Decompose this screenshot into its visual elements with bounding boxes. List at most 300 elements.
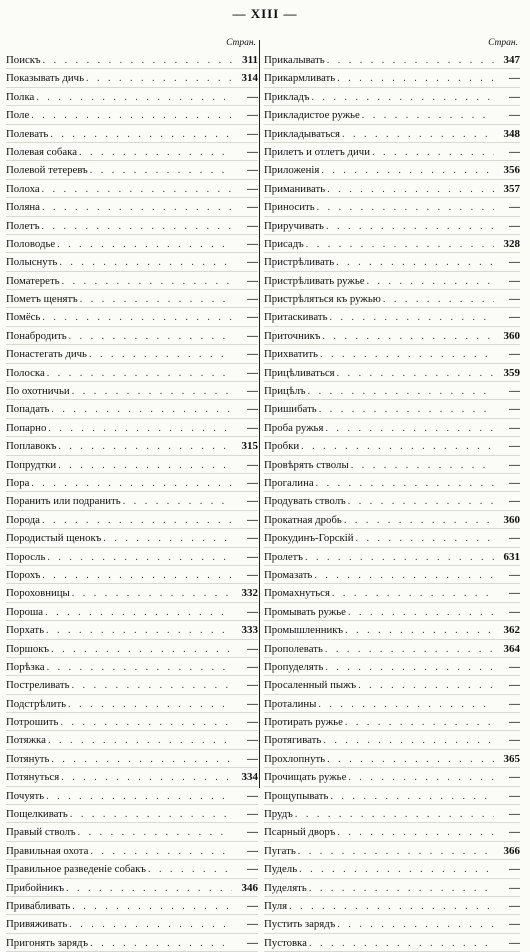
index-entry — [6, 897, 258, 915]
entry-page-number: — — [247, 844, 258, 857]
entry-word: Прогалина — [264, 476, 314, 489]
dot-leader — [318, 696, 494, 713]
entry-page-number: — — [509, 385, 520, 398]
dot-leader — [51, 751, 232, 768]
entry-word: Порохъ — [6, 568, 41, 581]
index-entry — [6, 658, 258, 676]
entry-page-number: — — [509, 90, 520, 103]
entry-page-number: — — [509, 293, 520, 306]
entry-word: Пристрѣливать — [264, 256, 335, 269]
dot-leader — [42, 309, 232, 326]
index-entry — [264, 69, 520, 87]
index-entry — [264, 180, 520, 198]
entry-word: Прощупывать — [264, 789, 329, 802]
entry-page-number: — — [509, 881, 520, 894]
entry-page-number: — — [247, 385, 258, 398]
entry-page-number: — — [509, 568, 520, 581]
entry-page-number: — — [247, 201, 258, 214]
dot-leader — [148, 861, 232, 878]
index-entry — [264, 345, 520, 363]
index-entry — [264, 253, 520, 271]
index-entry — [6, 566, 258, 584]
entry-word: Полевой тетеревъ — [6, 164, 88, 177]
dot-leader — [325, 641, 494, 658]
index-entry — [6, 235, 258, 253]
entry-page-number: — — [247, 164, 258, 177]
dot-leader — [356, 530, 494, 547]
index-entry — [6, 253, 258, 271]
dot-leader — [348, 604, 494, 621]
entry-word: Приманивать — [264, 182, 326, 195]
dot-leader — [42, 512, 232, 529]
index-entry — [264, 787, 520, 805]
entry-word: Приложенія — [264, 164, 320, 177]
entry-word: Прицѣливаться — [264, 366, 335, 379]
dot-leader — [321, 162, 494, 179]
dot-leader — [298, 843, 494, 860]
dot-leader — [51, 641, 232, 658]
entry-word: Продувать стволъ — [264, 495, 346, 508]
entry-page-number: — — [247, 734, 258, 747]
dot-leader — [31, 107, 232, 124]
entry-page-number: — — [247, 476, 258, 489]
entry-page-number: 346 — [241, 881, 258, 894]
index-entry — [264, 584, 520, 602]
dot-leader — [43, 52, 232, 69]
dot-leader — [70, 806, 232, 823]
entry-page-number: — — [247, 863, 258, 876]
entry-page-number: — — [247, 237, 258, 250]
index-entry — [264, 400, 520, 418]
index-entry — [6, 787, 258, 805]
entry-word: Поранить или подранить — [6, 495, 121, 508]
dot-leader — [348, 769, 494, 786]
dot-leader — [308, 383, 494, 400]
entry-page-number: — — [247, 90, 258, 103]
entry-word: Прохлопнуть — [264, 752, 326, 765]
entry-page-number: — — [247, 145, 258, 158]
entry-page-number: — — [247, 311, 258, 324]
index-entry — [6, 879, 258, 897]
index-entry — [6, 180, 258, 198]
entry-word: Прополевать — [264, 642, 323, 655]
entry-word: Протягивать — [264, 734, 322, 747]
entry-word: Полка — [6, 90, 35, 103]
entry-page-number: — — [509, 605, 520, 618]
entry-page-number: — — [509, 219, 520, 232]
index-entry — [6, 51, 258, 69]
entry-word: Правый стволъ — [6, 826, 76, 839]
entry-page-number: — — [509, 532, 520, 545]
dot-leader — [314, 567, 494, 584]
index-entry — [264, 879, 520, 897]
dot-leader — [72, 585, 232, 602]
dot-leader — [332, 585, 494, 602]
index-entry — [6, 695, 258, 713]
entry-word: Прокатная дробь — [264, 513, 342, 526]
entry-word: Пролетъ — [264, 550, 303, 563]
dot-leader — [320, 346, 494, 363]
index-entry — [264, 731, 520, 749]
index-column-right — [264, 38, 520, 952]
entry-page-number: — — [247, 660, 258, 673]
entry-page-number: — — [509, 716, 520, 729]
index-entry — [6, 290, 258, 308]
dot-leader — [325, 420, 494, 437]
entry-page-number: — — [247, 697, 258, 710]
index-entry — [264, 750, 520, 768]
entry-word: Понабродить — [6, 329, 67, 342]
dot-leader — [325, 659, 494, 676]
entry-word: Поле — [6, 109, 30, 122]
dot-leader — [306, 236, 494, 253]
entry-page-number: 365 — [503, 752, 520, 765]
dot-leader — [337, 824, 494, 841]
dot-leader — [323, 732, 494, 749]
dot-leader — [319, 401, 494, 418]
dot-leader — [309, 880, 494, 897]
dot-leader — [362, 107, 494, 124]
index-entry — [6, 676, 258, 694]
dot-leader — [42, 181, 232, 198]
index-entry — [6, 327, 258, 345]
entry-list — [6, 51, 258, 952]
index-entry — [6, 548, 258, 566]
dot-leader — [309, 935, 494, 952]
entry-word: Полоха — [6, 182, 40, 195]
dot-leader — [372, 144, 494, 161]
dot-leader — [42, 218, 232, 235]
entry-page-number: — — [247, 752, 258, 765]
dot-leader — [59, 254, 232, 271]
entry-page-number: 359 — [503, 366, 520, 379]
index-entry — [264, 768, 520, 786]
entry-word: Почуять — [6, 789, 45, 802]
dot-leader — [299, 861, 494, 878]
index-entry — [6, 217, 258, 235]
index-entry — [264, 695, 520, 713]
index-entry — [264, 511, 520, 529]
entry-page-number: — — [509, 660, 520, 673]
index-entry — [264, 308, 520, 326]
entry-list — [264, 51, 520, 952]
entry-page-number: — — [247, 513, 258, 526]
index-entry — [6, 915, 258, 933]
entry-page-number: — — [509, 476, 520, 489]
dot-leader — [90, 935, 232, 952]
entry-page-number: — — [247, 219, 258, 232]
entry-word: Приносить — [264, 201, 315, 214]
entry-page-number: — — [247, 256, 258, 269]
entry-word: Пробки — [264, 440, 300, 453]
dot-leader — [295, 806, 494, 823]
dot-leader — [317, 199, 494, 216]
index-entry — [6, 345, 258, 363]
entry-word: Попарно — [6, 421, 47, 434]
entry-word: Пропуделять — [264, 660, 324, 673]
index-entry — [6, 584, 258, 602]
entry-page-number: 333 — [241, 624, 258, 637]
entry-word: Поляна — [6, 201, 40, 214]
index-entry — [6, 860, 258, 878]
index-entry — [264, 382, 520, 400]
dot-leader — [42, 567, 232, 584]
entry-word: Поршокъ — [6, 642, 50, 655]
entry-word: Притаскивать — [264, 311, 328, 324]
column-header-page: Стран. — [226, 38, 256, 48]
entry-page-number: 356 — [503, 164, 520, 177]
entry-word: Породистый щенокъ — [6, 532, 102, 545]
entry-page-number: — — [509, 145, 520, 158]
dot-leader — [69, 328, 232, 345]
dot-leader — [90, 843, 232, 860]
entry-page-number: — — [247, 716, 258, 729]
index-entry — [264, 419, 520, 437]
index-entry — [6, 492, 258, 510]
dot-leader — [60, 714, 232, 731]
entry-word: Прикармливать — [264, 72, 336, 85]
entry-word: Порода — [6, 513, 40, 526]
entry-page-number: 364 — [503, 642, 520, 655]
entry-page-number: 366 — [503, 844, 520, 857]
entry-word: Пуля — [264, 899, 288, 912]
entry-page-number: 314 — [241, 72, 258, 85]
dot-leader — [72, 677, 232, 694]
entry-word: Прибойникъ — [6, 881, 65, 894]
entry-word: Провѣрять стволы — [264, 458, 349, 471]
entry-word: Проталины — [264, 697, 317, 710]
index-entry — [6, 364, 258, 382]
entry-word: Потяжка — [6, 734, 46, 747]
entry-page-number: — — [509, 421, 520, 434]
entry-page-number: — — [247, 568, 258, 581]
dot-leader — [48, 732, 232, 749]
entry-word: Попадать — [6, 403, 50, 416]
entry-page-number: — — [247, 182, 258, 195]
entry-page-number: 311 — [242, 54, 258, 66]
dot-leader — [66, 880, 232, 897]
index-column-left — [6, 38, 258, 952]
dot-leader — [383, 291, 494, 308]
entry-page-number: 360 — [503, 513, 520, 526]
dot-leader — [90, 162, 232, 179]
entry-word: Порѣзка — [6, 660, 45, 673]
entry-word: Псарный дворъ — [264, 826, 336, 839]
entry-page-number: 315 — [241, 440, 258, 453]
entry-page-number: — — [509, 311, 520, 324]
entry-word: Поматереть — [6, 274, 60, 287]
dot-leader — [48, 420, 232, 437]
entry-word: Понастегать дичь — [6, 348, 87, 361]
index-entry — [264, 456, 520, 474]
index-entry — [264, 860, 520, 878]
entry-page-number: — — [247, 403, 258, 416]
dot-leader — [336, 254, 494, 271]
entry-word: Подстрѣлить — [6, 697, 67, 710]
entry-page-number: — — [509, 863, 520, 876]
index-entry — [6, 437, 258, 455]
entry-word: Потрошить — [6, 716, 59, 729]
index-entry — [264, 658, 520, 676]
entry-word: Потянуть — [6, 752, 50, 765]
entry-word: Правильная охота — [6, 844, 89, 857]
dot-leader — [337, 70, 494, 87]
entry-word: По охотничьи — [6, 385, 70, 398]
entry-page-number: — — [509, 808, 520, 821]
dot-leader — [72, 383, 232, 400]
dot-leader — [327, 52, 494, 69]
index-entry — [6, 511, 258, 529]
index-entry — [6, 272, 258, 290]
dot-leader — [31, 475, 232, 492]
entry-page-number: — — [509, 348, 520, 361]
dot-leader — [72, 898, 232, 915]
column-divider — [259, 40, 260, 788]
index-entry — [6, 529, 258, 547]
entry-page-number: — — [509, 734, 520, 747]
dot-leader — [47, 365, 232, 382]
entry-word: Промывать ружье — [264, 605, 346, 618]
index-entry — [264, 529, 520, 547]
dot-leader — [58, 457, 232, 474]
dot-leader — [79, 144, 232, 161]
index-entry — [6, 125, 258, 143]
entry-word: Пороховницы — [6, 587, 70, 600]
entry-word: Полетъ — [6, 219, 40, 232]
dot-leader — [322, 328, 494, 345]
dot-leader — [46, 622, 232, 639]
entry-word: Прудъ — [264, 808, 293, 821]
dot-leader — [50, 126, 232, 143]
entry-word: Пуделять — [264, 881, 307, 894]
entry-word: Приточникъ — [264, 329, 321, 342]
dot-leader — [345, 622, 494, 639]
entry-word: Показывать дичь — [6, 72, 85, 85]
index-entry — [264, 934, 520, 952]
entry-word: Прицѣлъ — [264, 385, 306, 398]
entry-page-number: — — [247, 642, 258, 655]
dot-leader — [330, 309, 494, 326]
entry-page-number: — — [509, 109, 520, 122]
entry-page-number: — — [509, 403, 520, 416]
entry-word: Прочищать ружье — [264, 771, 347, 784]
dot-leader — [42, 199, 232, 216]
entry-word: Промышленникъ — [264, 624, 344, 637]
dot-leader — [57, 236, 232, 253]
dot-leader — [337, 916, 494, 933]
index-entry — [264, 640, 520, 658]
entry-word: Промахнуться — [264, 587, 330, 600]
entry-page-number: — — [509, 679, 520, 692]
entry-page-number: — — [509, 201, 520, 214]
entry-word: Пристрѣляться къ ружью — [264, 293, 381, 306]
entry-page-number: — — [509, 458, 520, 471]
entry-word: Прикладъ — [264, 90, 310, 103]
entry-page-number: 347 — [503, 54, 520, 66]
index-entry — [6, 621, 258, 639]
entry-page-number: 362 — [503, 624, 520, 637]
entry-page-number: — — [509, 587, 520, 600]
entry-page-number: — — [509, 697, 520, 710]
dot-leader — [344, 512, 494, 529]
entry-word: Промазать — [264, 568, 313, 581]
entry-page-number: — — [247, 274, 258, 287]
dot-leader — [47, 659, 232, 676]
index-entry — [264, 290, 520, 308]
dot-leader — [351, 457, 494, 474]
entry-page-number: — — [247, 458, 258, 471]
index-entry — [264, 566, 520, 584]
index-entry — [6, 106, 258, 124]
dot-leader — [46, 788, 232, 805]
entry-word: Порхать — [6, 624, 45, 637]
entry-word: Пудель — [264, 863, 298, 876]
dot-leader — [327, 751, 494, 768]
entry-page-number: — — [247, 826, 258, 839]
entry-word: Пригонять зарядъ — [6, 936, 89, 949]
index-entry — [264, 676, 520, 694]
entry-page-number: — — [247, 421, 258, 434]
dot-leader — [45, 604, 232, 621]
entry-word: Прикалывать — [264, 54, 325, 66]
entry-word: Поискъ — [6, 54, 41, 66]
entry-page-number: — — [509, 495, 520, 508]
entry-page-number: — — [247, 532, 258, 545]
entry-word: Пустовка — [264, 936, 307, 949]
index-entry — [6, 88, 258, 106]
index-entry — [6, 308, 258, 326]
dot-leader — [326, 218, 494, 235]
index-entry — [264, 125, 520, 143]
entry-word: Пугать — [264, 844, 296, 857]
entry-page-number: — — [247, 293, 258, 306]
entry-word: Потянуться — [6, 771, 60, 784]
entry-page-number: — — [509, 936, 520, 949]
entry-page-number: 334 — [241, 771, 258, 784]
dot-leader — [36, 89, 232, 106]
entry-word: Поросль — [6, 550, 46, 563]
index-entry — [6, 419, 258, 437]
index-entry — [264, 161, 520, 179]
index-entry — [6, 382, 258, 400]
dot-leader — [103, 530, 232, 547]
index-entry — [264, 88, 520, 106]
index-entry — [264, 897, 520, 915]
entry-word: Протирать ружье — [264, 716, 343, 729]
entry-page-number: 360 — [503, 329, 520, 342]
entry-page-number: 328 — [503, 237, 520, 250]
entry-word: Прокудинъ-Горскій — [264, 532, 354, 545]
entry-page-number: — — [509, 899, 520, 912]
dot-leader — [69, 916, 232, 933]
entry-word: Пришибать — [264, 403, 317, 416]
entry-page-number: — — [247, 495, 258, 508]
dot-leader — [327, 181, 494, 198]
index-entry — [6, 640, 258, 658]
entry-page-number: — — [509, 771, 520, 784]
dot-leader — [305, 549, 494, 566]
entry-page-number: — — [509, 826, 520, 839]
entry-page-number: — — [247, 550, 258, 563]
column-header-page: Стран. — [488, 38, 518, 48]
dot-leader — [316, 475, 494, 492]
index-entry — [264, 235, 520, 253]
dot-leader — [89, 346, 232, 363]
entry-word: Полыснуть — [6, 256, 58, 269]
dot-leader — [358, 677, 494, 694]
index-entry — [264, 915, 520, 933]
entry-page-number: 348 — [503, 127, 520, 140]
